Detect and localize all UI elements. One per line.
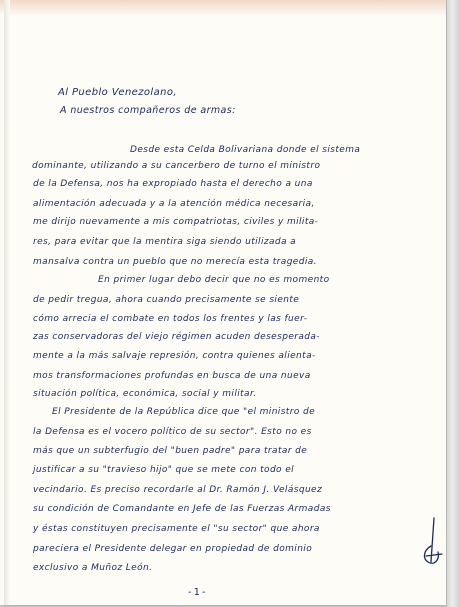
page-number: -1- bbox=[188, 587, 208, 598]
letter-line: alimentación adecuada y a la atención médica necesaria, bbox=[33, 199, 315, 209]
binding-edge bbox=[4, 0, 10, 605]
letter-line: vecindario. Es preciso recordarle al Dr. Ramón J. Velásquez bbox=[33, 485, 323, 495]
letter-line: me dirijo nuevamente a mis compatriotas, civiles y milita- bbox=[33, 217, 319, 227]
letter-line: más que un subterfugio del "buen padre" para tratar de bbox=[33, 446, 308, 456]
letter-line: zas conservadoras del viejo régimen acuden desesperada- bbox=[33, 332, 320, 342]
letter-line: res, para evitar que la mentira siga siendo utilizada a bbox=[33, 237, 297, 247]
letter-line: El Presidente de la República dice que "el ministro de bbox=[52, 407, 316, 417]
letter-line: dominante, utilizando a su cancerbero de turno el ministro bbox=[32, 161, 321, 171]
letter-line: Desde esta Celda Bolivariana donde el sistema bbox=[130, 145, 361, 155]
letter-line: pareciera el Presidente delegar en propiedad de dominio bbox=[33, 544, 313, 554]
letter-line: la Defensa es el vocero político de su sector". Esto no es bbox=[33, 427, 312, 437]
letter-line: En primer lugar debo decir que no es momento bbox=[98, 275, 330, 285]
letter-line: mente a la más salvaje represión, contra quienes alienta- bbox=[33, 351, 316, 361]
letter-line: su condición de Comandante en Jefe de las Fuerzas Armadas bbox=[33, 504, 331, 514]
letter-line: justificar a su "travieso hijo" que se mete con todo el bbox=[33, 465, 295, 475]
page-top-band bbox=[0, 0, 446, 16]
scan-edge bbox=[447, 0, 460, 607]
letter-line: de la Defensa, nos ha expropiado hasta el derecho a una bbox=[33, 179, 313, 189]
letter-line: de pedir tregua, ahora cuando precisamente se siente bbox=[33, 295, 300, 305]
salutation-line-1: Al Pueblo Venezolano, bbox=[58, 87, 177, 98]
handwritten-signature bbox=[418, 516, 444, 568]
letter-line: y éstas constituyen precisamente el "su sector" que ahora bbox=[33, 524, 320, 534]
letter-line: mansalva contra un pueblo que no merecía esta tragedia. bbox=[33, 257, 317, 267]
letter-line: cómo arrecia el combate en todos los frentes y las fuer- bbox=[33, 314, 308, 324]
letter-line: situación política, económica, social y militar. bbox=[33, 389, 257, 399]
letter-line: mos transformaciones profundas en busca de una nueva bbox=[33, 371, 311, 381]
letter-line: exclusivo a Muñoz León. bbox=[33, 563, 153, 573]
salutation-line-2: A nuestros compañeros de armas: bbox=[60, 105, 236, 116]
